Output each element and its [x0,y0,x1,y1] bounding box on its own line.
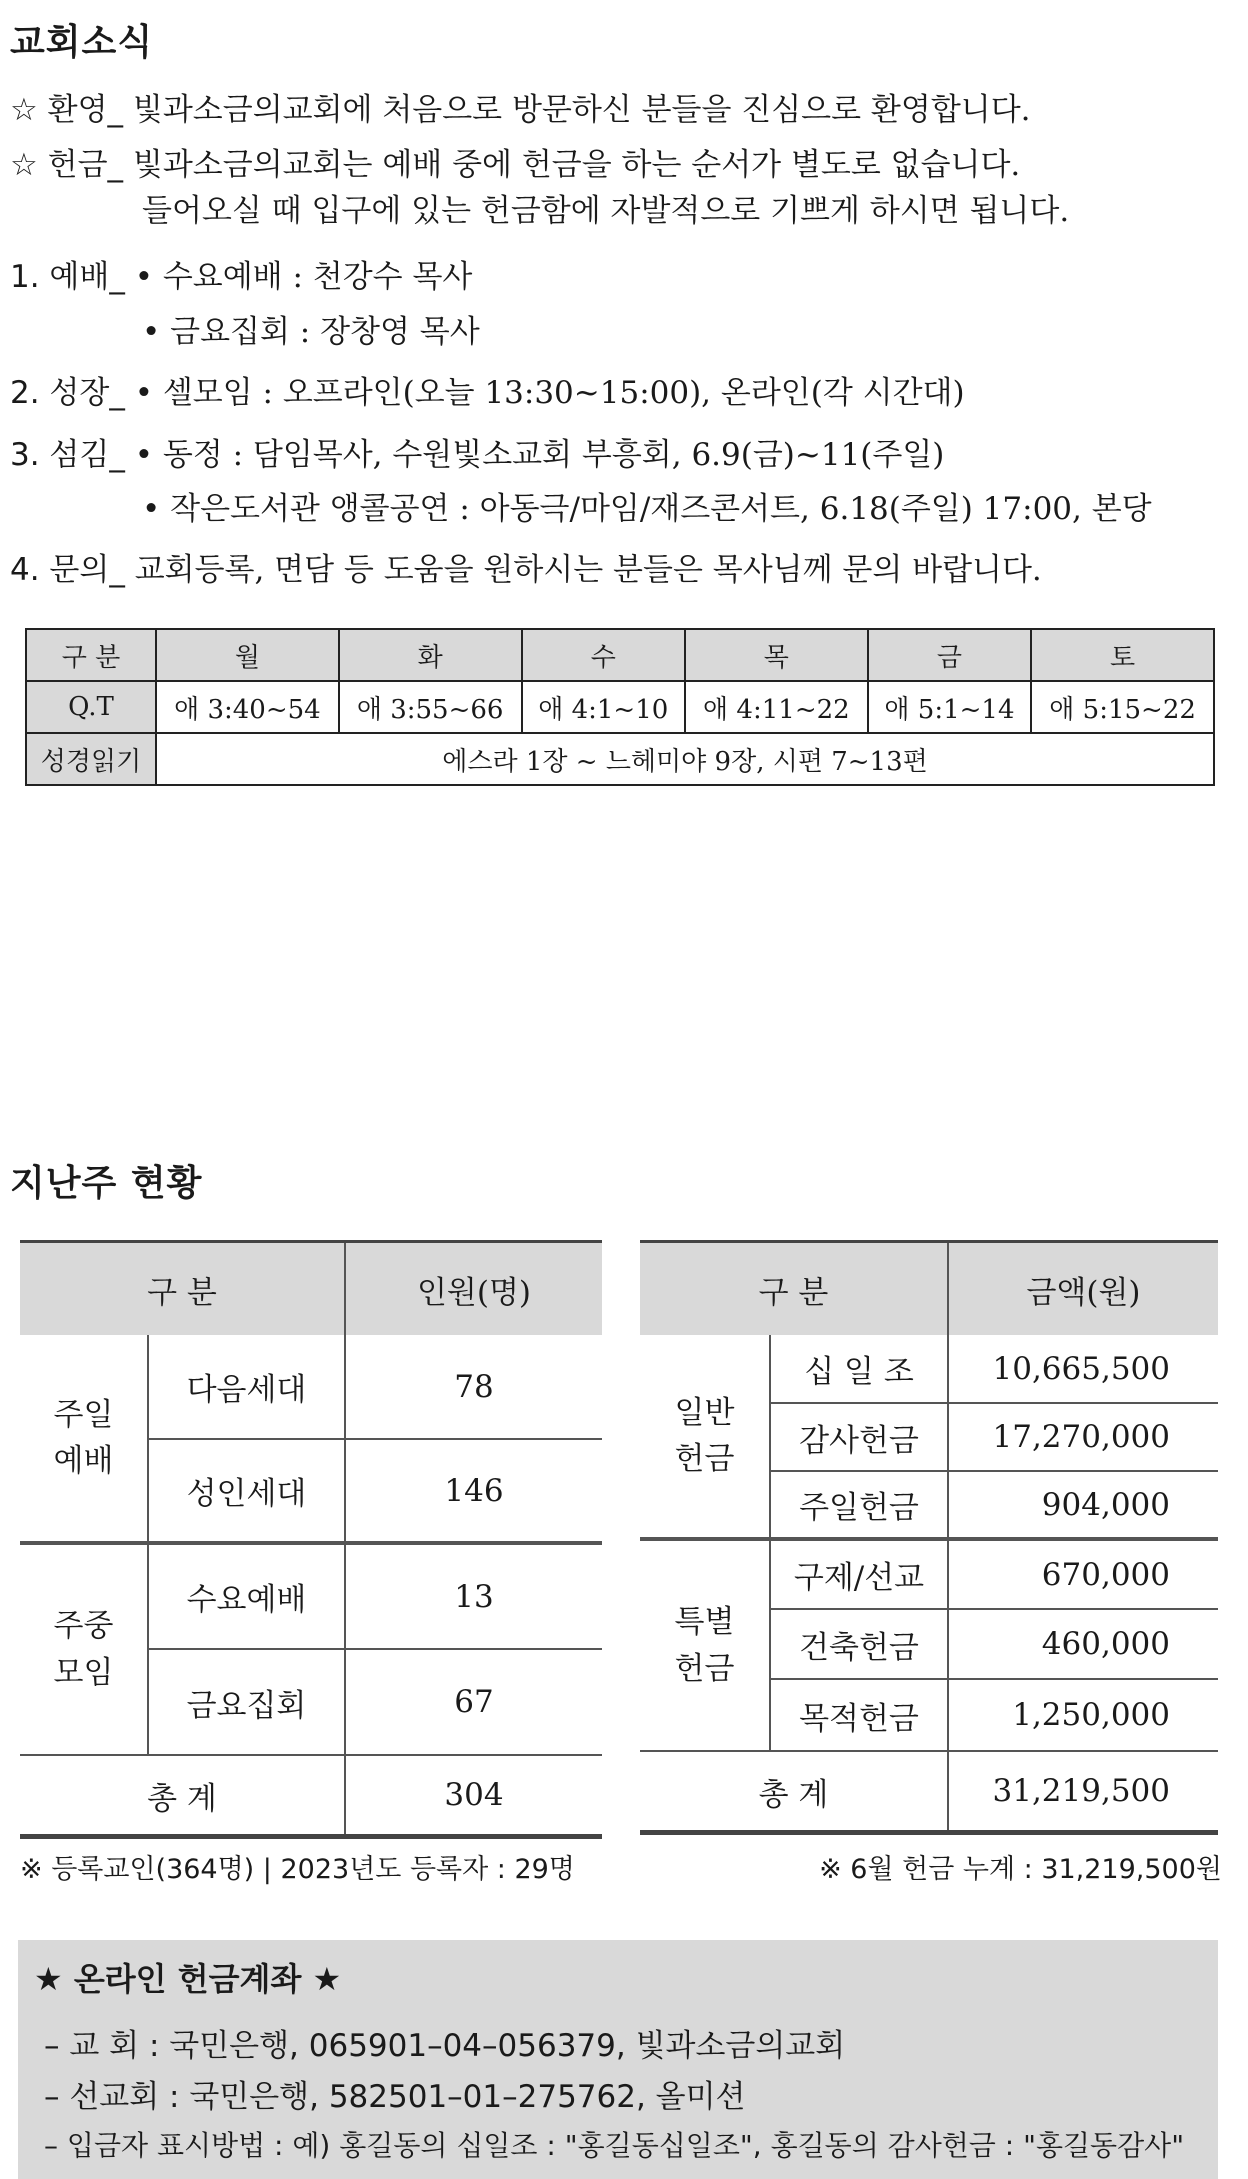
attendance-total-row [20,1755,602,1837]
attendance-value: 67 [345,1649,602,1755]
attendance-total-label: 총 계 [20,1755,345,1837]
offering-total-value: 31,219,500 [948,1751,1218,1833]
attendance-label: 다음세대 [148,1335,345,1439]
qt-cell-wed: 애 4:1~10 [522,681,685,733]
qt-header-sat: 토 [1031,629,1214,681]
qt-header-row [26,629,1214,681]
bible-row-label: 성경읽기 [26,733,156,785]
offering-text-1: 빛과소금의교회는 예배 중에 헌금을 하는 순서가 별도로 없습니다. [132,147,1021,183]
worship-label: 1. 예배_ [10,259,125,295]
worship-item-2: • 금요집회 : 장창영 목사 [142,314,480,350]
offering-label: 십 일 조 [770,1335,948,1403]
offering-value: 460,000 [948,1609,1218,1679]
bank-account-mission: – 선교회 : 국민은행, 582501–01–275762, 올미션 [44,2079,746,2115]
offering-label: 건축헌금 [770,1609,948,1679]
offering-label: ☆ 헌금_ [10,147,124,183]
bank-depositor-guide: – 입금자 표시방법 : 예) 홍길동의 십일조 : "홍길동십일조", 홍길동의 감사헌금 : "홍길동감사" [44,2129,1185,2162]
attendance-value: 13 [345,1543,602,1649]
bank-title: ★ 온라인 헌금계좌 ★ [34,1960,342,1998]
offering-total-label: 총 계 [640,1751,948,1833]
table-row [20,1543,602,1649]
serve-line [10,437,945,473]
attendance-label: 성인세대 [148,1439,345,1543]
qt-cell-fri: 애 5:1~14 [868,681,1031,733]
offering-value: 904,000 [948,1471,1218,1539]
offering-group-special: 특별 헌금 [640,1539,770,1751]
bible-row [26,733,1214,785]
offering-label: 감사헌금 [770,1403,948,1471]
qt-header-fri: 금 [868,629,1031,681]
qt-row-label: Q.T [26,681,156,733]
growth-label: 2. 성장_ [10,375,125,411]
qt-cell-tue: 애 3:55~66 [339,681,522,733]
inquiry-line [10,552,1042,588]
growth-line [10,375,965,411]
attendance-group-sunday: 주일 예배 [20,1335,148,1543]
attendance-header-count: 인원(명) [345,1242,602,1336]
serve-item-2: • 작은도서관 앵콜공연 : 아동극/마임/재즈콘서트, 6.18(주일) 17:00, 본당 [142,491,1152,527]
attendance-label: 금요집회 [148,1649,345,1755]
bank-account-church: – 교 회 : 국민은행, 065901–04–056379, 빛과소금의교회 [44,2028,846,2064]
serve-item-1: • 동정 : 담임목사, 수원빛소교회 부흥회, 6.9(금)~11(주일) [134,437,945,473]
table-row [640,1335,1218,1403]
serve-label: 3. 섬김_ [10,437,125,473]
qt-cell-mon: 애 3:40~54 [156,681,339,733]
offering-total-row [640,1751,1218,1833]
qt-header-mon: 월 [156,629,339,681]
attendance-total-value: 304 [345,1755,602,1837]
offering-value: 1,250,000 [948,1679,1218,1751]
offering-header-row [640,1242,1218,1336]
qt-header-thu: 목 [685,629,868,681]
section-title-news: 교회소식 [10,22,154,63]
worship-item-1: • 수요예배 : 천강수 목사 [134,259,473,295]
offering-text-2: 들어오실 때 입구에 있는 헌금함에 자발적으로 기쁘게 하시면 됩니다. [142,193,1070,229]
inquiry-text: 교회등록, 면담 등 도움을 원하시는 분들은 목사님께 문의 바랍니다. [134,552,1042,588]
offering-header-category: 구 분 [640,1242,948,1336]
section-title-stats: 지난주 현황 [10,1163,203,1204]
welcome-label: ☆ 환영_ [10,92,124,128]
offering-note: ※ 6월 헌금 누계 : 31,219,500원 [819,1854,1222,1885]
welcome-line [10,92,1031,128]
attendance-table [20,1240,602,1839]
qt-header-wed: 수 [522,629,685,681]
attendance-value: 78 [345,1335,602,1439]
qt-table [25,628,1215,786]
inquiry-label: 4. 문의_ [10,552,125,588]
qt-header-tue: 화 [339,629,522,681]
offering-table [640,1240,1218,1835]
offering-value: 670,000 [948,1539,1218,1609]
offering-group-general: 일반 헌금 [640,1335,770,1539]
offering-value: 17,270,000 [948,1403,1218,1471]
qt-cell-thu: 애 4:11~22 [685,681,868,733]
table-row [640,1539,1218,1609]
offering-line [10,147,1021,183]
online-offering-box [18,1940,1218,2179]
table-row [20,1335,602,1439]
offering-label: 주일헌금 [770,1471,948,1539]
offering-label: 목적헌금 [770,1679,948,1751]
offering-value: 10,665,500 [948,1335,1218,1403]
welcome-text: 빛과소금의교회에 처음으로 방문하신 분들을 진심으로 환영합니다. [132,92,1031,128]
qt-cell-sat: 애 5:15~22 [1031,681,1214,733]
worship-line [10,259,473,295]
offering-label: 구제/선교 [770,1539,948,1609]
attendance-header-category: 구 분 [20,1242,345,1336]
bible-reading-cell: 에스라 1장 ~ 느헤미야 9장, 시편 7~13편 [156,733,1214,785]
attendance-header-row [20,1242,602,1336]
qt-header-category: 구 분 [26,629,156,681]
attendance-note: ※ 등록교인(364명) | 2023년도 등록자 : 29명 [20,1854,575,1885]
attendance-label: 수요예배 [148,1543,345,1649]
attendance-value: 146 [345,1439,602,1543]
growth-item-1: • 셀모임 : 오프라인(오늘 13:30~15:00), 온라인(각 시간대) [134,375,965,411]
attendance-group-weekday: 주중 모임 [20,1543,148,1755]
qt-row [26,681,1214,733]
offering-header-amount: 금액(원) [948,1242,1218,1336]
